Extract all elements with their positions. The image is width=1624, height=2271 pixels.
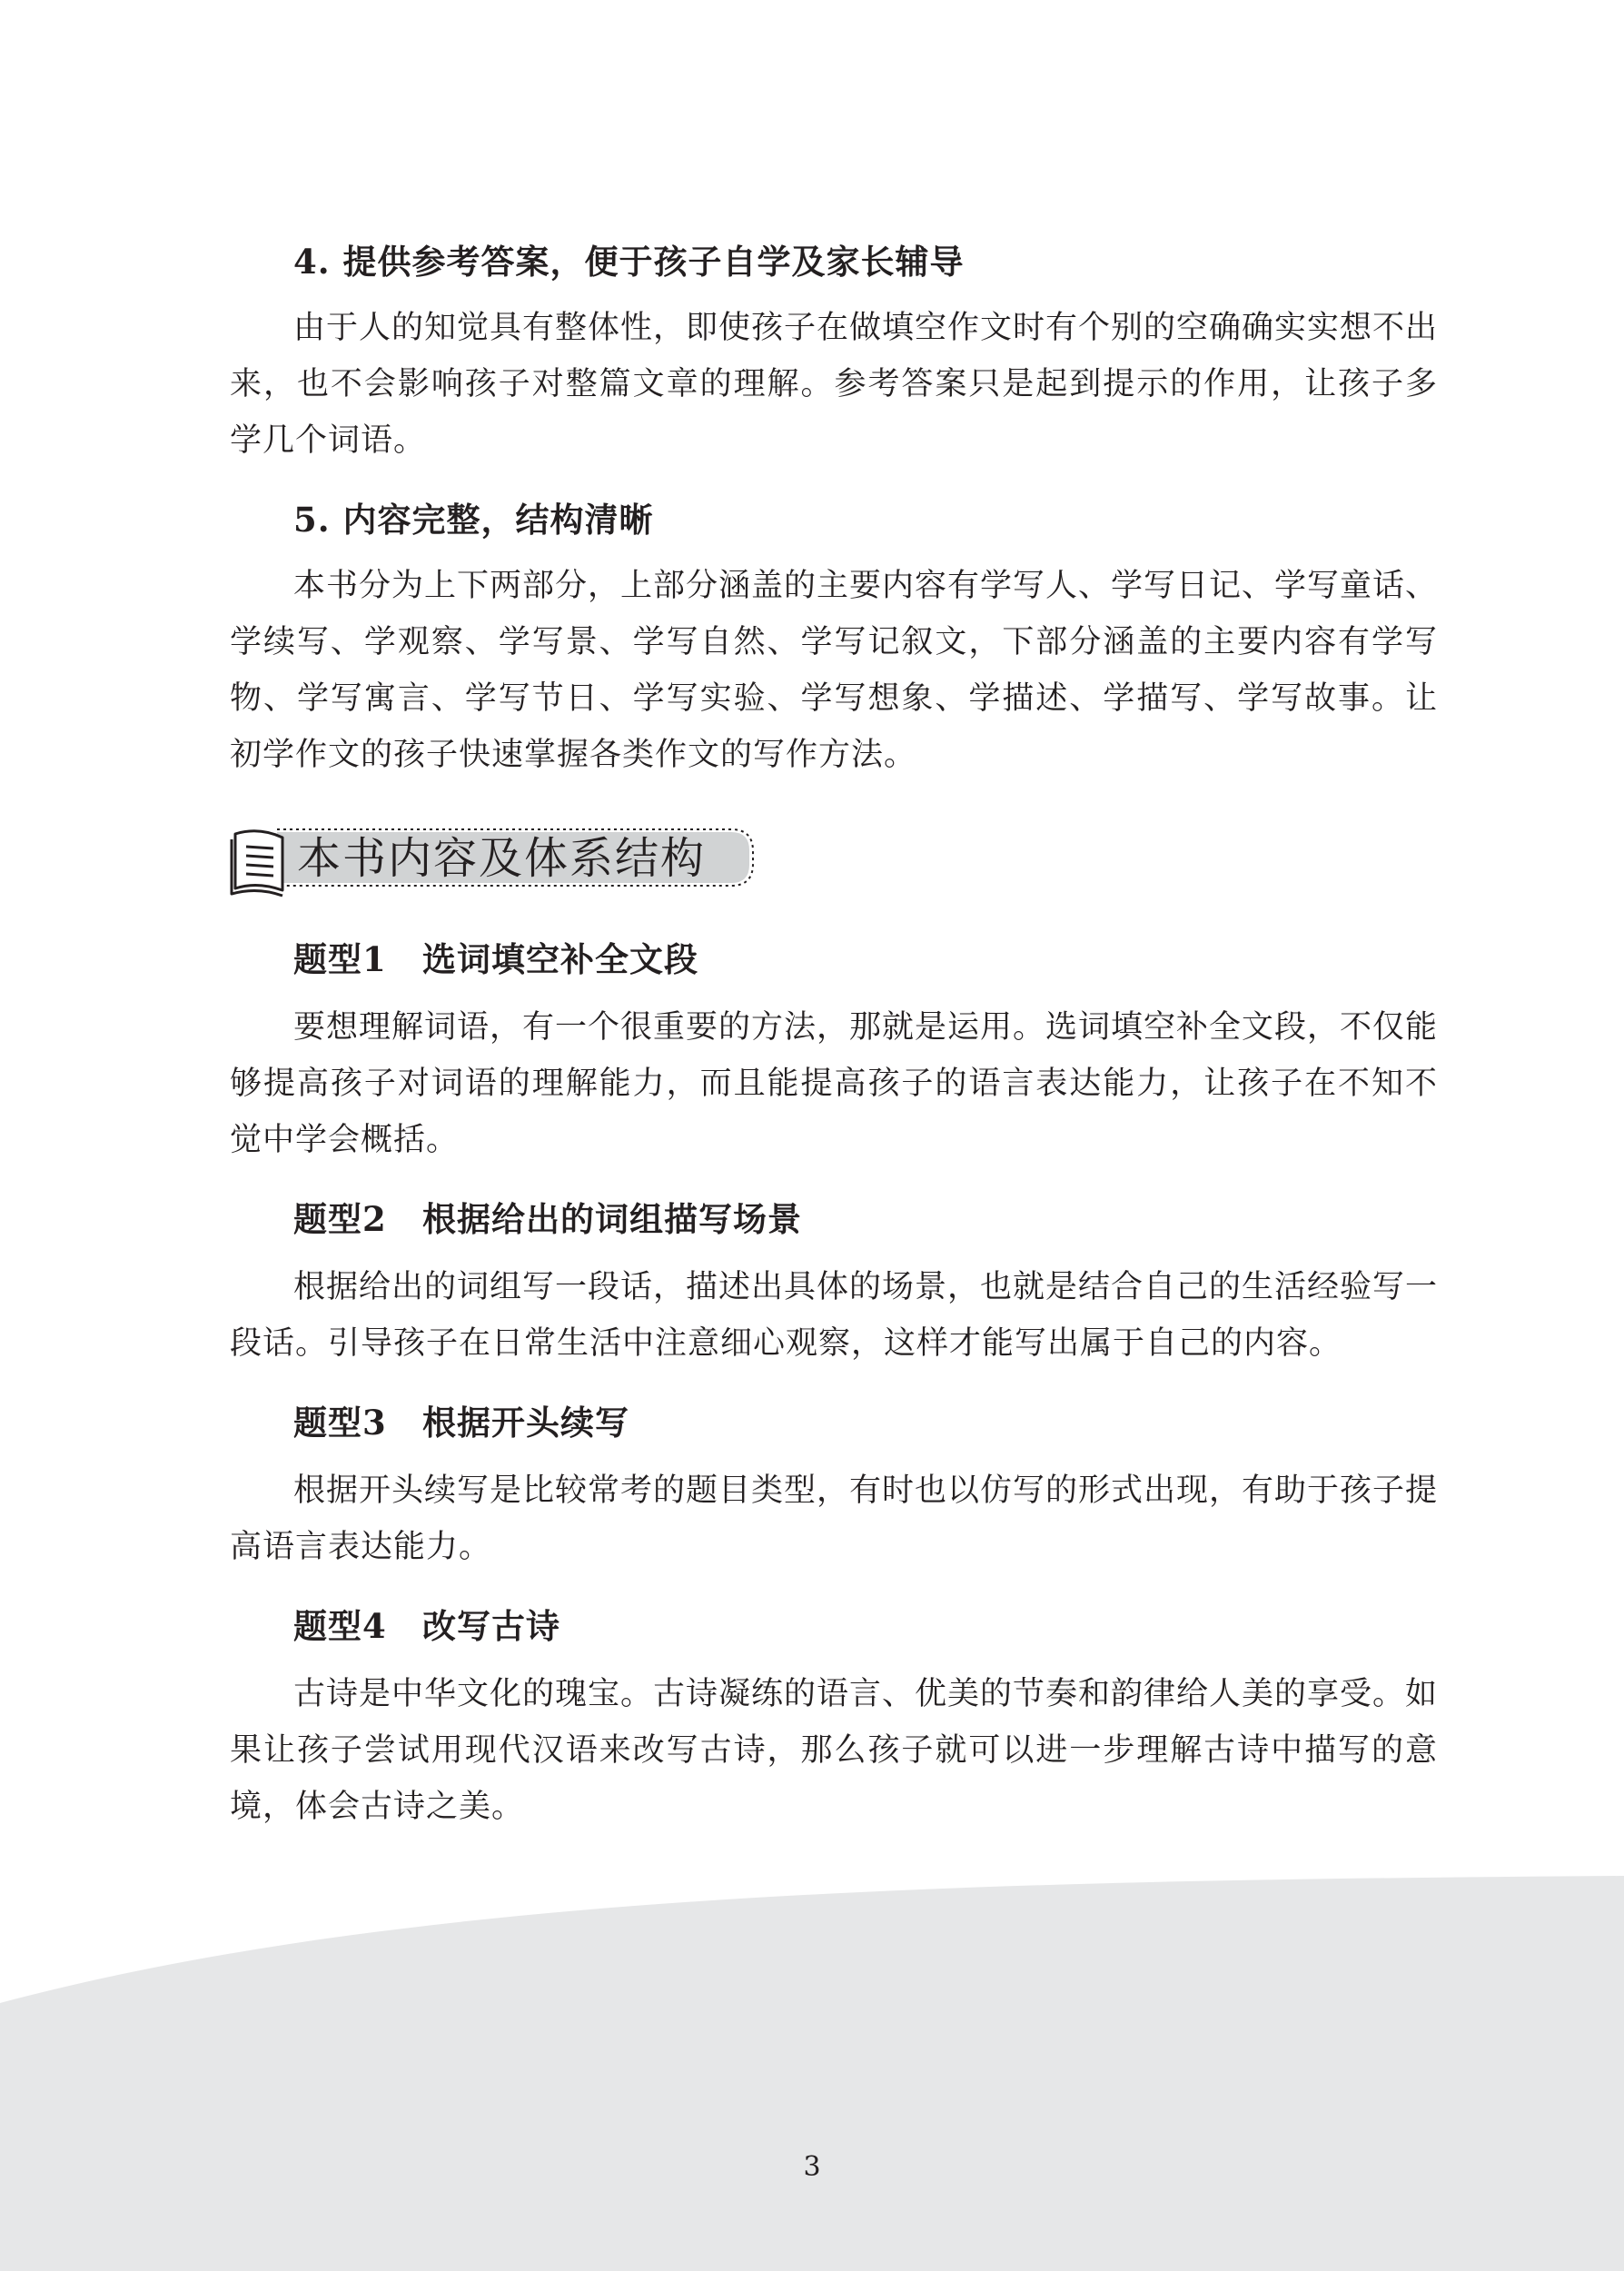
intro-section-5 — [230, 492, 1438, 783]
question-type-paragraph: 古诗是中华文化的瑰宝。古诗凝练的语言、优美的节奏和韵律给人美的享受。如果让孩子尝试用现代汉语来改写古诗，那么孩子就可以进一步理解古诗中描写的意境，体会古诗之美。 — [230, 1676, 1439, 1825]
section-paragraph: 本书分为上下两部分，上部分涵盖的主要内容有学写人、学写日记、学写童话、学续写、学观察、学写景、学写自然、学写记叙文，下部分涵盖的主要内容有学写物、学写寓言、学写节日、学写实验、学写想象、学描述、学描写、学写故事。让初学作文的孩子快速掌握各类作文的写作方法。 — [230, 568, 1439, 773]
section-heading: 5. 内容完整，结构清晰 — [293, 500, 654, 540]
question-type-paragraph: 根据开头续写是比较常考的题目类型，有时也以仿写的形式出现，有助于孩子提高语言表达能力。 — [230, 1473, 1439, 1565]
question-type-4 — [230, 1599, 1438, 1835]
question-type-number: 题型2 — [293, 1199, 387, 1239]
bottom-curve-band — [0, 1876, 1624, 2271]
question-type-heading — [230, 932, 1438, 987]
question-type-1 — [230, 932, 1438, 1168]
page-number: 3 — [803, 2151, 821, 2183]
page-content — [230, 234, 1438, 1859]
section-heading: 4. 提供参考答案，便于孩子自学及家长辅导 — [293, 242, 965, 282]
section-paragraph: 由于人的知觉具有整体性，即使孩子在做填空作文时有个别的空确确实实想不出来，也不会影响孩子对整篇文章的理解。参考答案只是起到提示的作用，让孩子多学几个词语。 — [230, 310, 1439, 459]
open-book-shape — [232, 831, 282, 896]
question-type-paragraph: 要想理解词语，有一个很重要的方法，那就是运用。选词填空补全文段，不仅能够提高孩子对词语的理解能力，而且能提高孩子的语言表达能力，让孩子在不知不觉中学会概括。 — [230, 1009, 1439, 1158]
question-type-title: 根据开头续写 — [422, 1403, 629, 1443]
question-type-title: 选词填空补全文段 — [422, 939, 698, 979]
question-type-heading — [230, 1599, 1438, 1653]
section-title-bar — [230, 823, 1438, 897]
question-type-paragraph: 根据给出的词组写一段话，描述出具体的场景，也就是结合自己的生活经验写一段话。引导孩子在日常生活中注意细心观察，这样才能写出属于自己的内容。 — [230, 1269, 1439, 1362]
question-type-2 — [230, 1192, 1438, 1372]
question-type-3 — [230, 1395, 1438, 1575]
question-type-number: 题型1 — [293, 939, 387, 979]
question-type-heading — [230, 1395, 1438, 1450]
question-type-title: 根据给出的词组描写场景 — [422, 1199, 802, 1239]
question-type-heading — [230, 1192, 1438, 1246]
section-title-text: 本书内容及体系结构 — [297, 833, 707, 884]
intro-section-4 — [230, 234, 1438, 469]
question-type-title: 改写古诗 — [422, 1606, 560, 1646]
question-type-number: 题型3 — [293, 1403, 387, 1443]
question-type-number: 题型4 — [293, 1606, 387, 1646]
